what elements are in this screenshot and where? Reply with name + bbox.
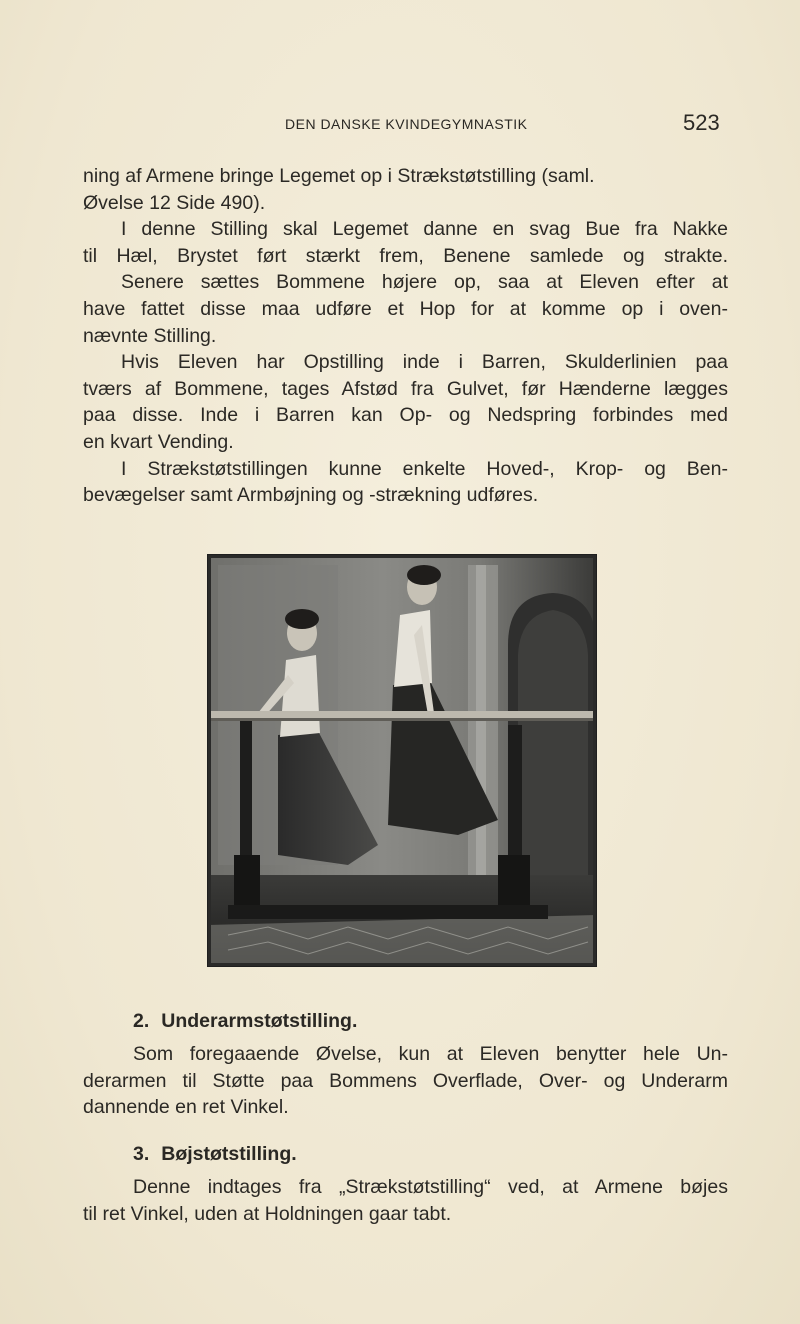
text-line: til ret Vinkel, uden at Holdningen gaar tabt. xyxy=(83,1202,452,1225)
text-line: Senere sættes Bommene højere op, saa at Eleven efter at xyxy=(121,271,728,294)
section-title: Bøjstøtstilling. xyxy=(161,1143,297,1165)
section-number: 2. xyxy=(133,1010,150,1032)
paragraph-2 xyxy=(83,216,728,349)
text-line: Som foregaaende Øvelse, kun at Eleven benytter hele Un- xyxy=(133,1043,728,1065)
section-3-text xyxy=(83,1174,728,1227)
text-line: have fattet disse maa udføre et Hop for at komme op i oven- xyxy=(83,297,728,320)
text-line: Hvis Eleven har Opstilling inde i Barren, Skulderlinien paa xyxy=(121,351,728,374)
text-line: nævnte Stilling. xyxy=(83,324,217,347)
running-head xyxy=(0,110,800,136)
text-line: dannende en ret Vinkel. xyxy=(83,1096,289,1119)
section-heading-2 xyxy=(133,1010,357,1033)
text-line: derarmen til Støtte paa Bommens Overflade, Over- og Underarm xyxy=(83,1069,728,1092)
body-text-top xyxy=(83,163,728,509)
paragraph-3 xyxy=(83,349,728,455)
paragraph xyxy=(83,1041,728,1121)
photograph-illustration xyxy=(208,555,596,966)
paragraph-4 xyxy=(83,456,728,509)
section-heading-3 xyxy=(133,1143,297,1166)
section-title: Underarmstøtstilling. xyxy=(161,1010,358,1032)
photograph-parallel-bars xyxy=(207,554,597,967)
paragraph-1 xyxy=(83,163,728,216)
text-line: ning af Armene bringe Legemet op i Strækstøtstilling (saml. xyxy=(83,165,595,187)
text-line: I denne Stilling skal Legemet danne en svag Bue fra Nakke xyxy=(121,218,728,241)
page-number: 523 xyxy=(683,110,720,135)
text-line: Denne indtages fra „Strækstøtstilling“ ved, at Armene bøjes xyxy=(133,1176,728,1198)
text-line: Øvelse 12 Side 490). xyxy=(83,191,266,214)
text-line: en kvart Vending. xyxy=(83,430,234,453)
text-line: tværs af Bommene, tages Afstød fra Gulvet, før Hænderne lægges xyxy=(83,377,728,400)
section-2-text xyxy=(83,1041,728,1121)
text-line: bevægelser samt Armbøjning og -strækning udføres. xyxy=(83,484,539,507)
text-line: I Strækstøtstillingen kunne enkelte Hoved-, Krop- og Ben- xyxy=(121,457,728,480)
text-line: paa disse. Inde i Barren kan Op- og Nedspring forbindes med xyxy=(83,404,728,427)
running-title: DEN DANSKE KVINDEGYMNASTIK xyxy=(285,116,528,132)
text-line: til Hæl, Brystet ført stærkt frem, Benene samlede og strakte. xyxy=(83,244,728,267)
section-number: 3. xyxy=(133,1143,150,1165)
paragraph xyxy=(83,1174,728,1227)
